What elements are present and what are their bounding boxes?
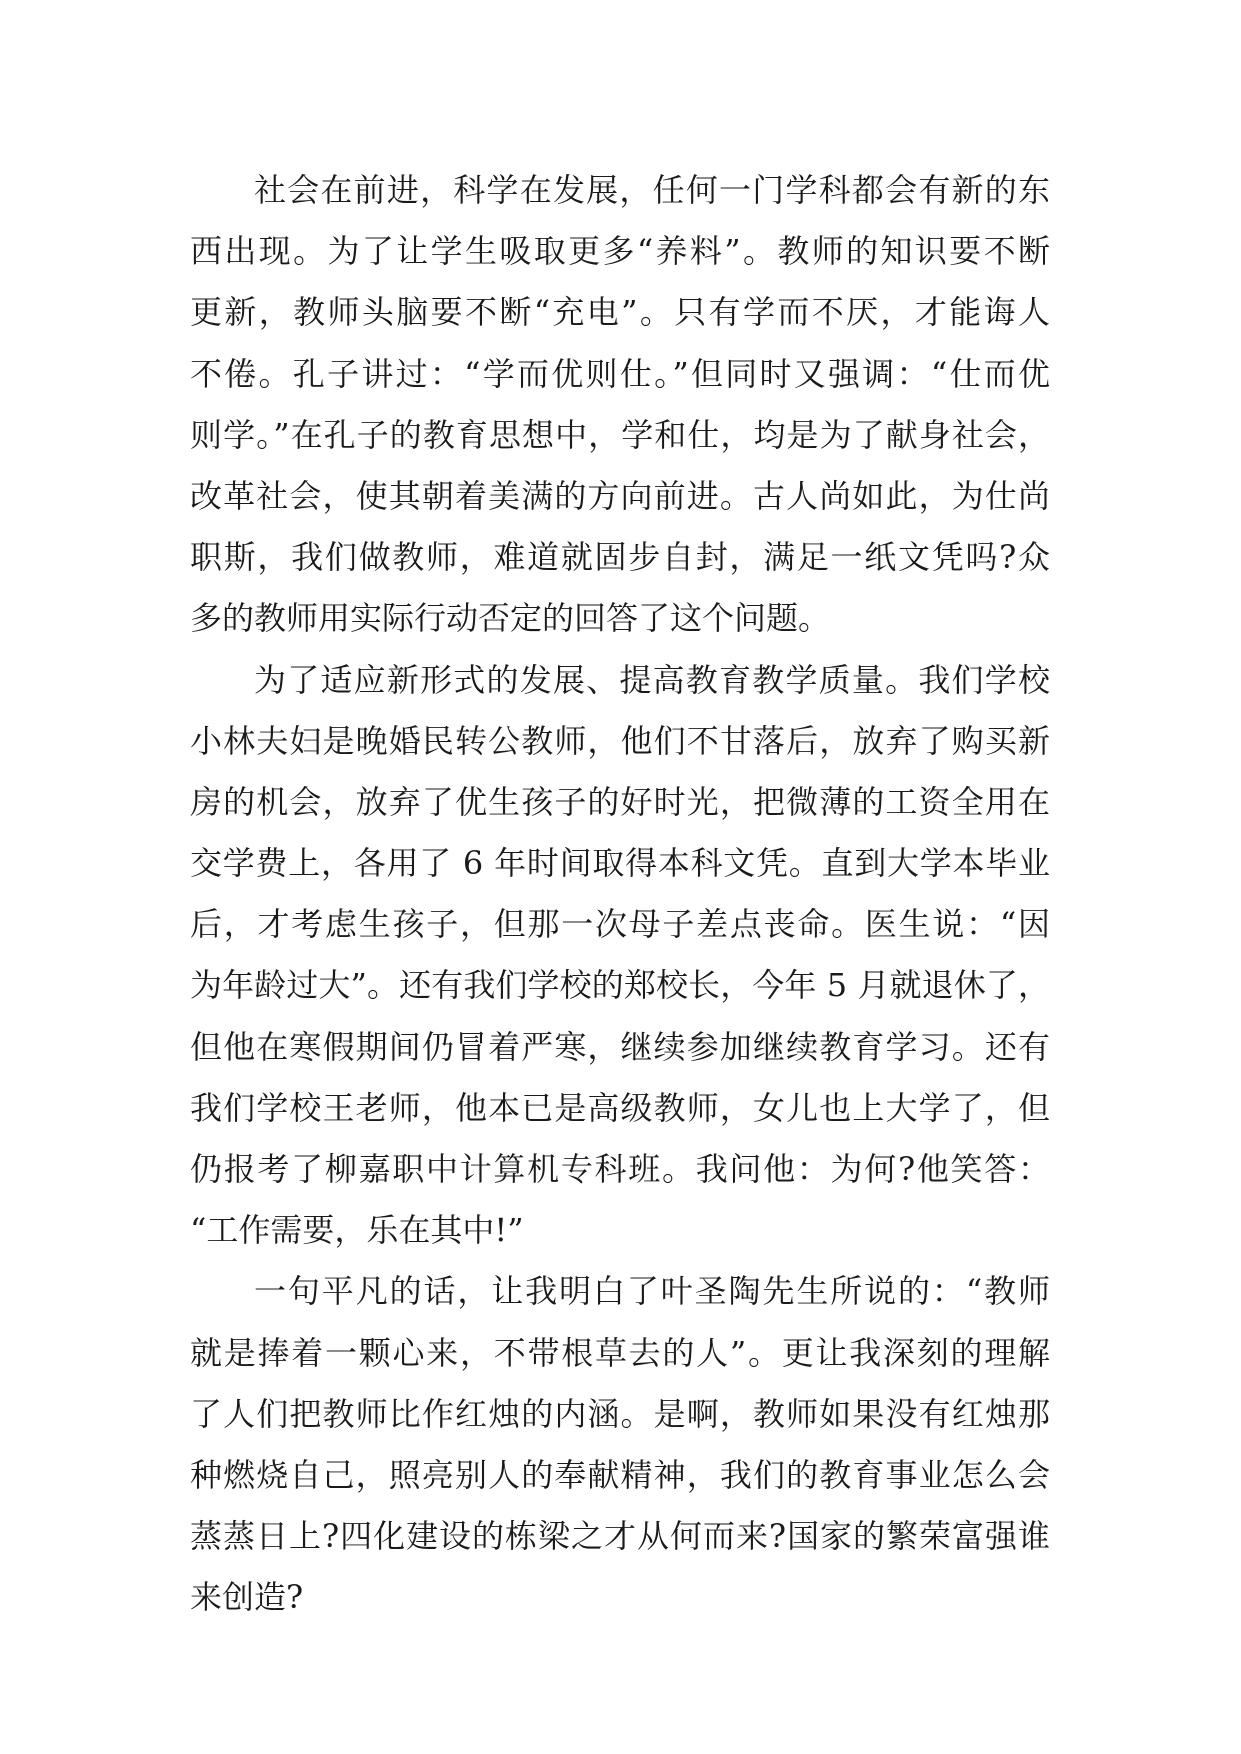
- paragraph-line: 为了适应新形式的发展、提高教育教学质量。我们学校: [254, 660, 1050, 699]
- paragraph-line: 则学。”在孔子的教育思想中，学和仕，均是为了献身社会，: [190, 415, 1050, 454]
- paragraph-3: [190, 1261, 1050, 1628]
- paragraph-line: 多的教师用实际行动否定的回答了这个问题。: [190, 599, 831, 638]
- paragraph-line: “工作需要，乐在其中!”: [190, 1211, 524, 1250]
- paragraph-line: 不倦。孔子讲过：“学而优则仕。”但同时又强调：“仕而优: [190, 354, 1050, 393]
- paragraph-line: 但他在寒假期间仍冒着严寒，继续参加继续教育学习。还有: [190, 1027, 1050, 1066]
- paragraph-line: 仍报考了柳嘉职中计算机专科班。我问他：为何?他笑答：: [190, 1150, 1050, 1188]
- paragraph-line: 一句平凡的话，让我明白了叶圣陶先生所说的：“教师: [254, 1272, 1050, 1311]
- paragraph-line: 我们学校王老师，他本已是高级教师，女儿也上大学了，但: [190, 1088, 1050, 1127]
- paragraph-line: 为年龄过大”。还有我们学校的郑校长，今年 5 月就退休了，: [190, 966, 1050, 1005]
- paragraph-line: 房的机会，放弃了优生孩子的好时光，把微薄的工资全用在: [190, 782, 1050, 821]
- paragraph-line: 更新，教师头脑要不断“充电”。只有学而不厌，才能诲人: [190, 293, 1050, 332]
- paragraph-line: 西出现。为了让学生吸取更多“养料”。教师的知识要不断: [190, 232, 1050, 271]
- paragraph-line: 来创造?: [190, 1578, 304, 1617]
- paragraph-line: 就是捧着一颗心来，不带根草去的人”。更让我深刻的理解: [190, 1333, 1050, 1372]
- paragraph-2: [190, 650, 1050, 1262]
- paragraph-line: 了人们把教师比作红烛的内涵。是啊，教师如果没有红烛那: [190, 1394, 1050, 1433]
- paragraph-line: 改革社会，使其朝着美满的方向前进。古人尚如此，为仕尚: [190, 476, 1050, 515]
- paragraph-line: 社会在前进，科学在发展，任何一门学科都会有新的东: [254, 171, 1050, 209]
- paragraph-line: 小林夫妇是晚婚民转公教师，他们不甘落后，放弃了购买新: [190, 721, 1050, 760]
- paragraph-line: 交学费上，各用了 6 年时间取得本科文凭。直到大学本毕业: [190, 844, 1050, 883]
- paragraph-1: [190, 160, 1050, 650]
- paragraph-line: 种燃烧自己，照亮别人的奉献精神，我们的教育事业怎么会: [190, 1455, 1050, 1494]
- paragraph-line: 蒸蒸日上?四化建设的栋梁之才从何而来?国家的繁荣富强谁: [190, 1517, 1050, 1556]
- paragraph-line: 职斯，我们做教师，难道就固步自封，满足一纸文凭吗?众: [190, 538, 1050, 577]
- document-body: [190, 160, 1050, 1629]
- paragraph-line: 后，才考虑生孩子，但那一次母子差点丧命。医生说：“因: [190, 905, 1050, 944]
